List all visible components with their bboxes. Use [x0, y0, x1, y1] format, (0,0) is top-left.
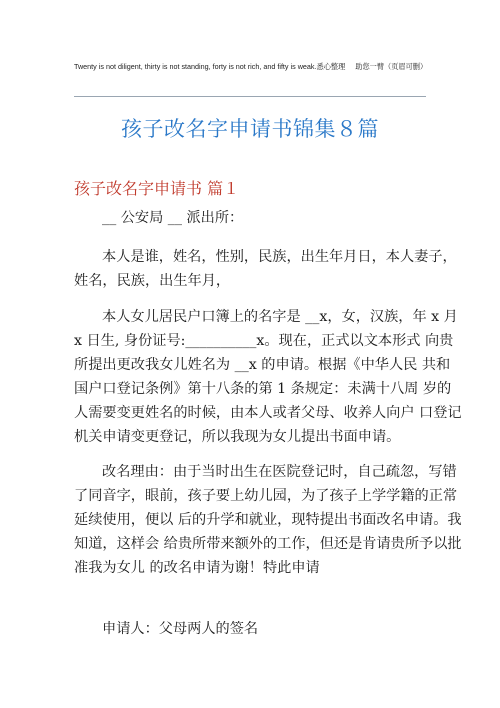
paragraph-line: 本人女儿居民户口簿上的名字是 __x，女，汉族，年 x 月 — [102, 309, 458, 325]
paragraph-line: 所提出更改我女儿姓名为 __x 的申请。根据《中华人民 共和 — [74, 357, 451, 373]
header-maker: 悉心整理 — [316, 62, 346, 71]
paragraph-line: 改名理由：由于当时出生在医院登记时，自己疏忽，写错 — [102, 464, 457, 480]
paragraph-line: 机关申请变更登记，所以我现为女儿提出书面申请。 — [74, 429, 401, 445]
paragraph-line: 知道，这样会 给贵所带来额外的工作，但还是肯请贵所予以批 — [74, 536, 462, 552]
paragraph-line: 了同音字，眼前，孩子要上幼儿园，为了孩子上学学籍的正常 — [74, 488, 458, 504]
paragraph-request — [74, 305, 462, 449]
paragraph-line: 人需要变更姓名的时候，由本人或者父母、收养人向户 口登记 — [74, 405, 462, 421]
paragraph-reason — [74, 460, 462, 580]
page-header-note — [74, 62, 434, 72]
paragraph-line: 本人是谁，姓名，性别，民族，出生年月日，本人妻子， — [102, 249, 457, 265]
header-quote: Twenty is not diligent, thirty is not standing, forty is not rich, and fifty is weak. — [74, 62, 317, 71]
section-title: 孩子改名字申请书 篇１ — [74, 179, 240, 198]
paragraph-line: 申请人：父母两人的签名 — [102, 621, 259, 637]
paragraph-line: x 日生, 身份证号:__________x。现在，正式以文本形式 向贵 — [74, 333, 454, 349]
paragraph-line: 准我为女儿 的改名申请为谢！特此申请 — [74, 560, 320, 576]
header-divider — [74, 96, 426, 97]
paragraph-line: __ 公安局 __ 派出所： — [102, 210, 244, 226]
document-title: 孩子改名字申请书锦集８篇 — [121, 117, 379, 141]
paragraph-line: 延续使用，便以 后的升学和就业，现特提出书面改名申请。我 — [74, 512, 462, 528]
paragraph-line: 国户口登记条例》第十八条的第 1 条规定：未满十八周 岁的 — [74, 381, 452, 397]
header-slogan: 助您一臂（页眉可删） — [355, 62, 428, 71]
paragraph-line: 姓名，民族，出生年月， — [74, 273, 231, 289]
paragraph-applicant-info — [74, 245, 457, 293]
paragraph-addressee — [74, 206, 428, 230]
paragraph-signature — [74, 617, 428, 641]
